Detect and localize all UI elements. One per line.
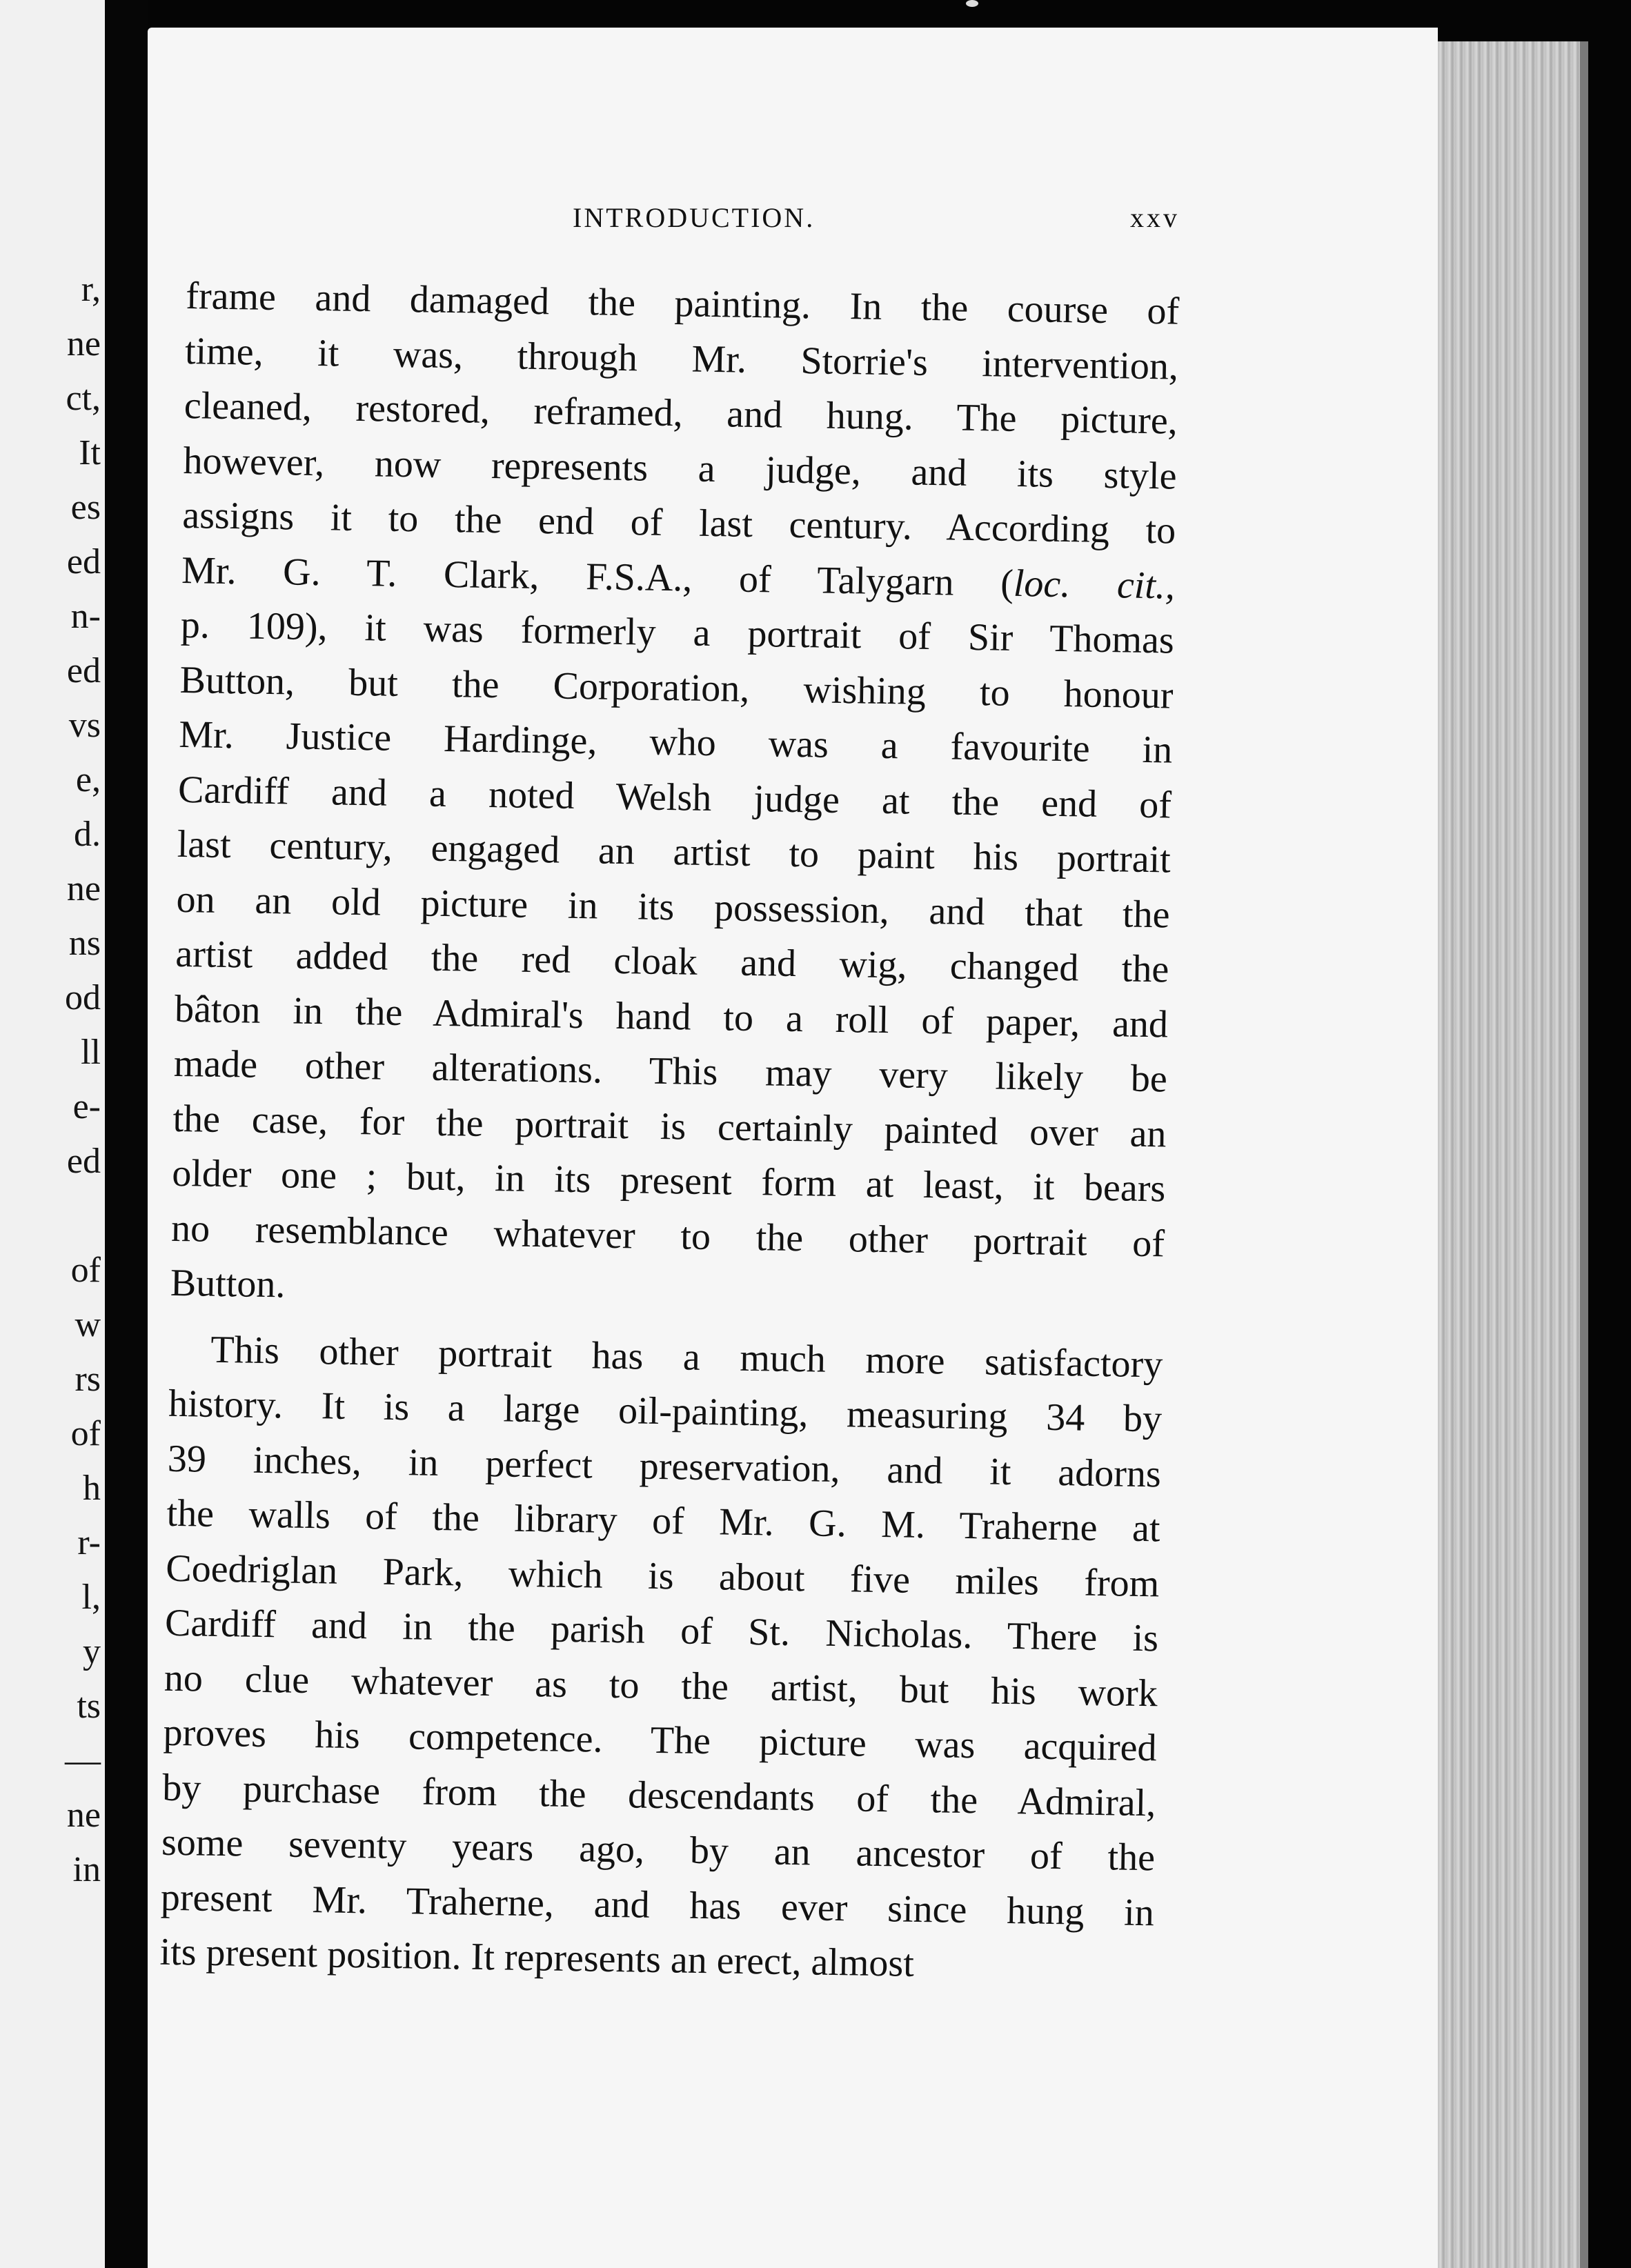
- fragment-line: ne: [66, 869, 101, 908]
- paragraph-1: [170, 269, 1180, 1326]
- fragment-line: n-: [70, 597, 101, 636]
- fragment-line: ct,: [66, 379, 101, 418]
- fragment-line: in: [72, 1850, 101, 1889]
- text-line: however, now represents a judge, and its style: [183, 439, 1177, 498]
- fragment-line: l,: [81, 1578, 101, 1617]
- page-number: xxv: [1130, 202, 1180, 233]
- text-line: frame and damaged the painting. In the course of: [185, 274, 1180, 333]
- fragment-line: rs: [75, 1360, 101, 1399]
- fragment-line: [0, 1188, 103, 1243]
- fragment-line: ed: [66, 651, 101, 690]
- text-line: the walls of the library of Mr. G. M. Traherne at: [166, 1491, 1160, 1551]
- fragment-line: w: [75, 1305, 101, 1344]
- fragment-line: ts: [77, 1687, 101, 1726]
- fragment-line: d.: [74, 815, 101, 854]
- previous-page-edge: [0, 0, 105, 2268]
- previous-page-text-fragments: [0, 262, 103, 1897]
- text-line: cleaned, restored, reframed, and hung. The picture,: [184, 384, 1178, 443]
- fragment-line: ne: [66, 1796, 101, 1835]
- text-line: some seventy years ago, by an ancestor of the: [161, 1820, 1156, 1880]
- text-line: bâton in the Admiral's hand to a roll of paper, and: [174, 987, 1169, 1046]
- fragment-line: e,: [75, 760, 101, 799]
- running-title: INTRODUCTION.: [573, 202, 816, 233]
- fragment-line: ed: [66, 542, 101, 581]
- fragment-line: It: [79, 433, 101, 472]
- text-line: by purchase from the descendants of the Admiral,: [161, 1766, 1156, 1824]
- fragment-line: r-: [77, 1523, 101, 1562]
- text-line: last century, engaged an artist to paint his portrait: [177, 822, 1172, 882]
- body-text: [159, 269, 1180, 1996]
- fragment-line: y: [83, 1632, 101, 1671]
- citation-italic: loc. cit.,: [1013, 561, 1176, 608]
- text-line: assigns it to the end of last century. According to: [181, 493, 1176, 553]
- page-block-edges: [1428, 41, 1588, 2268]
- text-line: no clue whatever as to the artist, but his work: [164, 1656, 1158, 1715]
- text-line: Coedriglan Park, which is about five miles from: [165, 1546, 1160, 1605]
- text-line: time, it was, through Mr. Storrie's intervention,: [184, 329, 1179, 388]
- text-line: Mr. G. T. Clark, F.S.A., of Talygarn (loc. cit.,: [181, 548, 1176, 608]
- text-line: made other alterations. This may very likely be: [173, 1042, 1168, 1101]
- text-line: history. It is a large oil-painting, measuring 34 by: [168, 1382, 1163, 1441]
- text-line: Mr. Justice Hardinge, who was a favourite in: [178, 713, 1173, 772]
- fragment-line: ed: [66, 1142, 101, 1181]
- paragraph-2: [159, 1322, 1163, 1996]
- fragment-line: ns: [68, 924, 101, 963]
- text-line: the case, for the portrait is certainly painted over an: [172, 1097, 1167, 1155]
- book-gutter: [105, 0, 148, 2268]
- fragment-line: r,: [81, 270, 101, 309]
- fragment-line: vs: [68, 706, 101, 745]
- fragment-line: es: [70, 488, 101, 527]
- text-line: present Mr. Traherne, and has ever since hung in: [160, 1876, 1155, 1934]
- fragment-line: ne: [66, 324, 101, 364]
- text-line: on an old picture in its possession, and that the: [176, 877, 1170, 937]
- text-line: p. 109), it was formerly a portrait of Sir Thomas: [180, 603, 1175, 662]
- text-line: older one ; but, in its present form at least, it bears: [171, 1151, 1166, 1211]
- text-line: no resemblance whatever to the other portrait of: [170, 1206, 1165, 1265]
- text-line: Button.: [170, 1261, 286, 1306]
- text-line: Cardiff and a noted Welsh judge at the end of: [177, 768, 1172, 827]
- fragment-line: ll: [81, 1033, 101, 1072]
- text-line: its present position. It represents an erect, almost: [159, 1930, 915, 1985]
- text-line: Cardiff and in the parish of St. Nicholas. There is: [164, 1601, 1159, 1660]
- fragment-line: e-: [72, 1087, 101, 1126]
- fragment-line: od: [65, 978, 101, 1017]
- text-line: This other portrait has a much more satisfactory: [210, 1328, 1163, 1386]
- fragment-line: —: [65, 1741, 101, 1780]
- text-line: proves his competence. The picture was acquired: [163, 1711, 1157, 1770]
- text-line: artist added the red cloak and wig, changed the: [175, 932, 1169, 991]
- fragment-line: of: [70, 1251, 101, 1290]
- fragment-line: of: [70, 1414, 101, 1453]
- dust-speck: [966, 0, 978, 7]
- text-line: Button, but the Corporation, wishing to honour: [179, 658, 1174, 717]
- fragment-line: h: [83, 1469, 101, 1508]
- text-line: 39 inches, in perfect preservation, and it adorns: [167, 1437, 1162, 1495]
